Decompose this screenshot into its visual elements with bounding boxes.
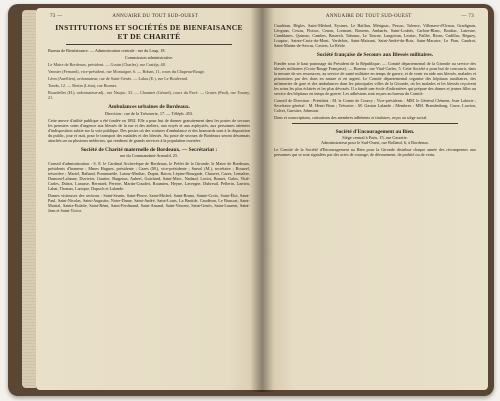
left-page [36, 8, 262, 390]
encouragement-sub: Administrateur pour le Sud-Ouest, rue Rolland, 6, à Bordeaux. [321, 140, 429, 146]
ambulances-address: Direction : rue de la Trésorerie, 17. — Téléph. 453. [104, 110, 194, 116]
ambulances-text: Cette œuvre d'utilité publique a été fondée en 1892. Elle a pour but de donner gratuitement dans les postes de secours les premiers soins d'urgence aux blessés de la rue et des ateliers, aux noyés et aux asphyxiés, aux personnes atteintes d'indisposition subite sur la voie publique. Des postes où des voitures d'ambulance et des brancards sont à la disposition du public, jour et nuit, pour le transport des malades et des blessés. Au poste de secours de Bordeaux seront désormais attachés un ou plusieurs médecins, qui rendront de grands services à la population ouvrière. [48, 117, 250, 143]
commission-line: Lèon (Aurélien), ordonnateur, rue de Saint-Genès. — Lalou (E.), rue Le Boulevard. [48, 76, 189, 82]
commission-line: Vannier (Fernand), vice-président, rue Montaigne, 6. — Bohan, 11, cours du Chapeau-Rouge. [48, 69, 206, 75]
left-page-header [36, 8, 262, 21]
section-title-line1: INSTITUTIONS ET SOCIÉTÉS DE BIENFAISANCE [55, 23, 243, 32]
right-page-header [262, 8, 488, 21]
left-page-number: 73 — [50, 14, 63, 19]
section-title [36, 21, 262, 41]
encouragement-text: Le Comité de la Société d'Encouragement au Bien pour la Gironde distribue chaque année des récompenses aux personnes qui se sont signalées par des actes de courage, de dévouement, de probité ou de vertu. [274, 147, 476, 158]
maternelle-conseil: Conseil d'administration : S. E. le Cardinal Archevêque de Bordeaux, le Préfet de la Gironde, le Maire de Bordeaux, présidents d'honneur ; Mmes Hugues, présidente ; Cazes (M.), vice-présidente ; Sursol (M.), secrétaire ; Bourzel, trésorière ; Martel, Balland, Pommarède, Latour-Marliac, Dupin, Baron, Lépine-Bourgade, Chauvet, Cazes, Lemaître, Dumont-Lalanne, Duvivier, Gautier, Bargeton, Aubert, Guichard, Saint-Marc, Nadaud, Loriot, Brunet, Galos, Vital-Carles, Dubos, Lanusse, Berniard, Pereire, Martin-Coudert, Roumieu, Heyne, Lavergne, Dubreuil, Pellerin, Larrieu, Labat, Thomas, Laroque, Dupuch et Lalande. [48, 160, 250, 191]
maternelle-heading: Société de Charité maternelle de Bordeaux. — Secrétariat : [80, 146, 218, 153]
section-rule [292, 123, 458, 124]
secours-dons: Dons et souscriptions, cotisations des membres adhérents et titulaires, reçus au siège social. [274, 114, 428, 120]
commission-line: Bourdelles (H.), ordonnateur-adj., rue Naujac, 33. — Chaumet (Gérard), cours du Pavé. — Gruies (Paul), rue Tourny, 21. [48, 90, 250, 101]
secours-heading: Société française de Secours aux Blessés militaires. [316, 52, 434, 58]
commission-label: Commission administrative. [124, 55, 174, 60]
maternelle-dames: Dames visiteuses des sections : Saint-Seurin, Saint-Pierre, Saint-Michel, Saint-Bruno, Sainte-Croix, Saint-Éloi, Saint-Paul, Saint-Nicolas, Saint-Augustin, Notre-Dame, Saint-André, Saint-Louis, La Bastide, Caudéran, Le Bouscat, Saint-Martial, Sainte-Eulalie, Saint-Rémi, Saint-Ferdinand, Saint-Amand, Saint-Vincent, Saint-Genès, Saint-Laurent, Saint-Jean et Saint-Victor. [48, 192, 250, 213]
section-title-line2: ET DE CHARITÉ [117, 32, 181, 41]
page-edges [22, 10, 36, 388]
maternelle-address: rue du Commandant-Arnould, 25. [119, 153, 179, 159]
right-running-head: ANNUAIRE DU TOUT SUD-OUEST [325, 14, 412, 19]
secours-conseil: Conseil de Direction : Président : M. le Comte de Courcy ; Vice-présidents : MM. le Général Clément, Jean Laborie ; Secrétaire général : M. Henri Brun ; Trésorier : M. Gaston Lalande ; Membres : MM. Brandenburg, Cruse, Lawton, Calvet, Guestier, Johnston. [274, 97, 476, 113]
right-top-text: Caudéran, Bègles, Saint-Médard, Eysines, Le Haillan, Mérignac, Pessac, Talence, Villenave-d'Ornon, Gradignan, Léognan, Cestas, Floirac, Cenon, Lormont, Bassens, Ambarès, Saint-Loubès, Carbon-Blanc, Bouliac, Latresne, Camblanes, Quinsac, Cambes, Baurech, Tabanac, Le Tourne, Langoiran, Lestiac, Paillet, Rions, Cadillac, Béguey, Loupiac, Sainte-Croix-du-Mont, Verdelais, Saint-Maixant, Saint-André-du-Bois, Saint-Macaire, Le Pian, Caudrot, Saint-Martin-de-Sescas, Castets, La Réole. [274, 23, 476, 48]
left-running-head: ANNUAIRE DU TOUT SUD-OUEST [112, 14, 199, 19]
commission-line: Tondu, 12. — Bertin (Léon), rue Bonnes. [48, 83, 118, 89]
right-page [262, 8, 488, 390]
title-rule [66, 44, 232, 45]
secours-text: Fondée sous le haut patronage du Président de la République. — Comité départemental de la Gironde au service des blessés militaires (Croix-Rouge Française). — Bureau : rue Vital-Carles, 5. Cette Société a pour but de concourir, dans la mesure de ses ressources, au service de santé militaire en temps de guerre, et de venir en aide aux blessés, malades et prisonniers par des dons en nature et en argent. Le Comité départemental organise des hôpitaux auxiliaires, des infirmeries de gare et des ambulances dans les principales villes de la Gironde, où les malades et les blessés reçoivent les soins les plus éclairés et les plus dévoués. Il a fondé une école d'infirmières qui prépare des dames et jeunes filles au service des hôpitaux en temps de guerre. Les adhésions sont reçues au bureau du Comité. [274, 60, 476, 96]
encouragement-heading: Société d'Encouragement au Bien. [335, 128, 415, 135]
commission-line: Le Maire de Bordeaux, président. — Gouin (Charles), rue Castéja, 48. [48, 62, 166, 68]
ambulances-heading: Ambulances urbaines de Bordeaux. [108, 104, 190, 111]
encouragement-address: Siège central à Paris, 15, rue Cassette. [342, 135, 408, 140]
bureau-heading: Bureau de Bienfaisance. — Administration centrale : rue du Loup, 18. [48, 48, 166, 53]
right-page-number: — 73 [461, 14, 474, 19]
spine-shadow [250, 8, 274, 392]
